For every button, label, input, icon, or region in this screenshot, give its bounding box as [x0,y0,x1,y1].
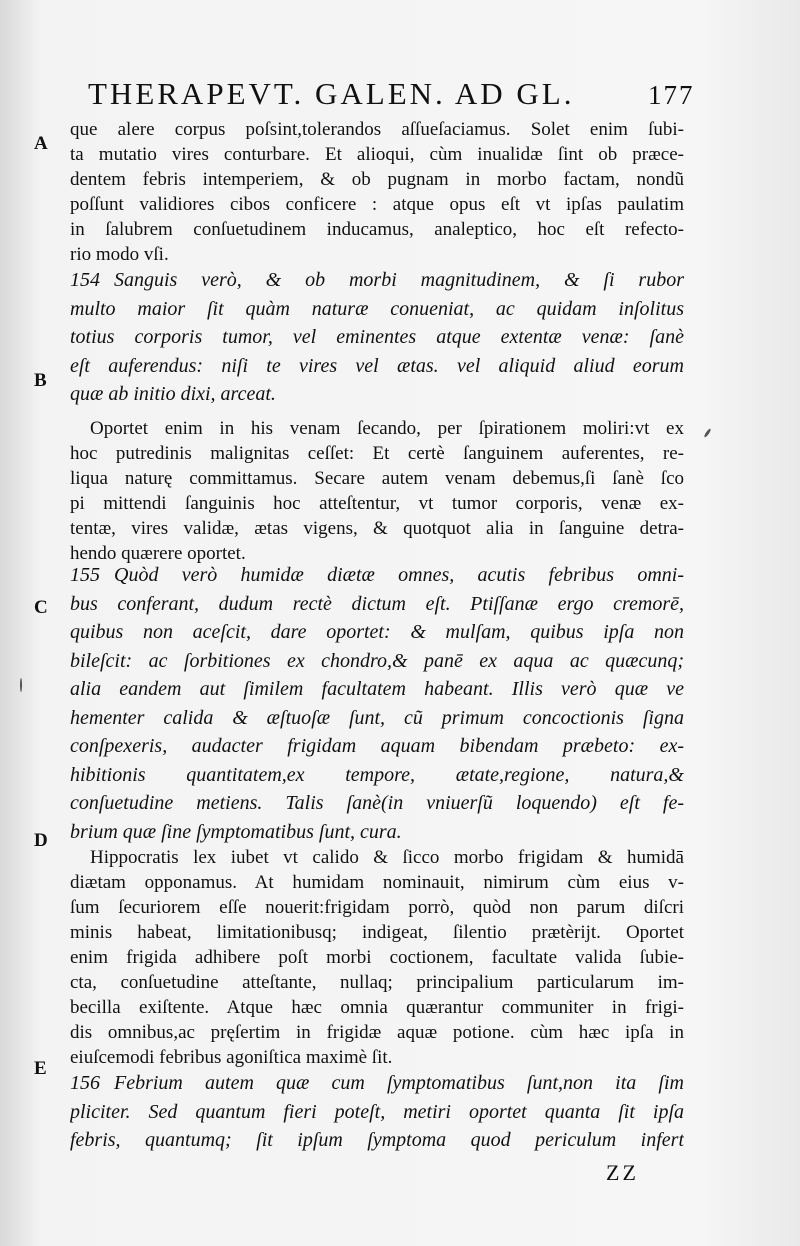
text-line: quibus non aceſcit, dare oportet: & mulſam, quibus ipſa non [70,621,684,643]
commentary-154 [70,416,684,566]
text-line: in ſalubrem conſuetudinem inducamus, analeptico, hoc eſt refecto- [70,219,684,240]
text-line: eiuſcemodi febribus agoniſtica maximè ſit. [70,1047,393,1068]
text-line: brium quæ ſine ſymptomatibus ſunt, cura. [70,820,402,843]
text-line: febris, quantumq; ſit ipſum ſymptoma quod periculum infert [70,1129,684,1151]
text-line: multo maior ſit quàm naturæ conueniat, ac quidam inſolitus [70,297,684,320]
text-line: 155 Quòd verò humidæ diætæ omnes, acutis febribus omni- [70,564,684,586]
text-line: hendo quærere oportet. [70,543,246,564]
text-line: enim frigida adhibere poſt morbi coctionem, facultate valida ſubie- [70,947,684,968]
text-line: hoc putredinis malignitas ceſſet: Et certè ſanguinem auferentes, re- [70,443,684,464]
text-line: eſt auferendus: niſi te vires vel ætas. vel aliquid aliud eorum [70,354,684,377]
margin-letter-e: E [34,1058,47,1079]
text-line: liqua naturę committamus. Secare autem venam debemus,ſi ſanè ſco [70,468,684,489]
text-line: bus conferant, dudum rectè dictum eſt. Ptiſſanæ ergo cremorē, [70,592,684,615]
aphorism-number: 156 [70,1072,100,1094]
text-line: poſſunt validiores cibos conficere : atque opus eſt vt ipſas paulatim [70,194,684,215]
aphorism-156 [70,1069,684,1155]
aphorism-155 [70,561,684,846]
ink-speck [703,428,711,438]
commentary-155 [70,845,684,1070]
aphorism-154 [70,266,684,409]
text-line: 154 Sanguis verò, & ob morbi magnitudinem, & ſi rubor [70,269,684,291]
text-line: ſum ſecuriorem eſſe nouerit:frigidam porrò, quòd non parum diſcri [70,897,684,918]
text-line: Hippocratis lex iubet vt calido & ſicco morbo frigidam & humidā [90,847,684,868]
text-line: que alere corpus poſsint,tolerandos aſſueſaciamus. Solet enim ſubi- [70,119,684,140]
running-title: THERAPEVT. GALEN. AD GL. [88,76,575,111]
text-line: minis habeat, limitationibusq; indigeat, ſilentio prætèrijt. Oportet [70,922,684,943]
catchword: ZZ [606,1160,639,1185]
text-line: tentæ, vires validæ, ætas vigens, & quotquot alia in ſanguine detra- [70,518,684,539]
text-line: ta mutatio vires conturbare. Et alioqui, cùm inualidæ ſint ob præce- [70,144,684,165]
text-line: alia eandem aut ſimilem facultatem habeant. Illis verò quæ ve [70,678,684,700]
text-line: 156 Febrium autem quæ cum ſymptomatibus ſunt,non ita ſim [70,1072,684,1094]
text-line: dis omnibus,ac pręſertim in frigidæ aquæ potione. cùm hæc ipſa in [70,1022,684,1043]
text-line: pi mittendi ſanguinis hoc atteſtentur, vt tumor corporis, venæ ex- [70,493,684,514]
text-line: bileſcit: ac ſorbitiones ex chondro,& panē ex aqua ac quæcunq; [70,649,684,672]
text-line: diætam opponamus. At humidam nominauit, nimirum cùm eius v- [70,872,684,893]
text-line: Oportet enim in his venam ſecando, per ſpirationem moliri:vt ex [90,418,684,439]
text-line: rio modo vſi. [70,244,169,265]
text-line: quæ ab initio dixi, arceat. [70,383,276,405]
running-header [88,76,708,112]
text-line: conſuetudine metiens. Talis ſanè(in vniuerſũ loquendo) eſt fe- [70,792,684,814]
text-line: dentem febris intemperiem, & ob pugnam in morbo factam, nondũ [70,169,684,190]
ink-speck [20,678,22,692]
text-line: becilla exiſtente. Atque hæc omnia quærantur communiter in frigi- [70,997,684,1018]
margin-letter-c: C [34,597,48,618]
text-line: hementer calida & æſtuoſæ ſunt, cũ primum concoctionis ſigna [70,706,684,729]
text-line: hibitionis quantitatem,ex tempore, ætate,regione, natura,& [70,763,684,786]
margin-letter-b: B [34,370,47,391]
margin-letter-a: A [34,133,48,154]
margin-letter-d: D [34,830,48,851]
aphorism-number: 155 [70,564,100,586]
text-line: cta, conſuetudine atteſtante, nullaq; principalium particularum im- [70,972,684,993]
text-line: totius corporis tumor, vel eminentes atque extentæ venæ: ſanè [70,326,684,348]
aphorism-number: 154 [70,269,100,291]
text-line: conſpexeris, audacter frigidam aquam bibendam præbeto: ex- [70,735,684,757]
page-number: 177 [648,80,695,110]
text-line: pliciter. Sed quantum fieri poteſt, metiri oportet quanta ſit ipſa [70,1100,684,1123]
paragraph-continuation [70,117,684,267]
